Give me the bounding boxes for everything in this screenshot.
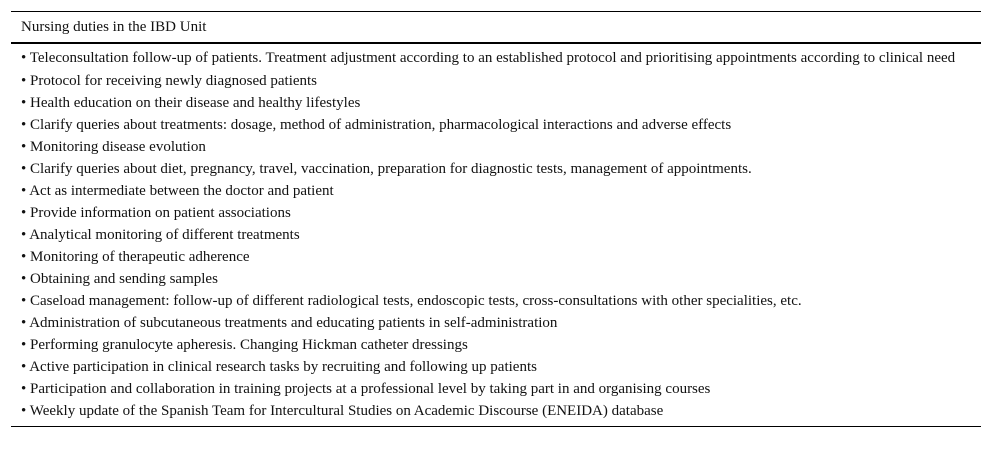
list-item [21,136,971,158]
bullet-icon: • [21,249,27,265]
list-item [21,70,971,92]
list-item [21,268,971,290]
table-bottom-rule [11,426,981,427]
bullet-icon: • [21,315,27,331]
list-item [21,202,971,224]
list-item [21,48,971,68]
list-item-text: Caseload management: follow-up of different radiological tests, endoscopic tests, cross-consultations with other specialities, etc. [30,293,802,309]
bullet-icon: • [21,381,27,397]
bullet-icon: • [21,117,27,133]
list-item-text: Teleconsultation follow-up of patients. Treatment adjustment according to an established protocol and prioritising appointments according to clinical need [29,50,956,66]
list-item [21,290,971,312]
list-item-text: Health education on their disease and healthy lifestyles [30,95,361,111]
bullet-icon: • [21,403,27,419]
bullet-icon: • [21,271,27,287]
bullet-icon: • [21,161,27,177]
list-item-text: Monitoring disease evolution [30,139,206,155]
list-item [21,334,971,356]
list-item-text: Clarify queries about diet, pregnancy, travel, vaccination, preparation for diagnostic tests, management of appointments. [30,161,752,177]
bullet-icon: • [21,227,27,243]
list-item [21,378,971,400]
list-item-text: Provide information on patient associations [30,205,291,221]
list-item-text: Administration of subcutaneous treatments and educating patients in self-administration [29,315,558,331]
list-item-text: Monitoring of therapeutic adherence [30,249,250,265]
bullet-icon: • [21,95,27,111]
list-item [21,180,971,202]
bullet-icon: • [21,293,27,309]
table-header-text: Nursing duties in the IBD Unit [21,19,207,35]
table-body [11,44,981,426]
bullet-icon: • [21,337,27,353]
bullet-icon: • [21,359,27,375]
list-item [21,158,971,180]
bullet-icon: • [21,73,27,89]
bullet-icon: • [21,139,27,155]
list-item-text: Participation and collaboration in training projects at a professional level by taking part in and organising courses [30,381,711,397]
bullet-icon: • [21,50,27,66]
list-item [21,114,971,136]
list-item [21,400,971,422]
list-item [21,92,971,114]
bullet-icon: • [21,205,27,221]
table-header [11,12,981,42]
bullet-icon: • [21,183,27,199]
list-item [21,246,971,268]
list-item-text: Clarify queries about treatments: dosage, method of administration, pharmacological interactions and adverse effects [30,117,732,133]
list-item [21,312,971,334]
list-item-text: Performing granulocyte apheresis. Changing Hickman catheter dressings [30,337,468,353]
list-item-text: Act as intermediate between the doctor and patient [29,183,334,199]
list-item-text: Analytical monitoring of different treatments [29,227,300,243]
list-item-text: Weekly update of the Spanish Team for Intercultural Studies on Academic Discourse (ENEIDA) database [29,403,664,419]
list-item-text: Obtaining and sending samples [30,271,218,287]
list-item [21,224,971,246]
nursing-duties-table [11,11,981,427]
list-item-text: Active participation in clinical research tasks by recruiting and following up patients [29,359,537,375]
list-item [21,356,971,378]
list-item-text: Protocol for receiving newly diagnosed patients [30,73,318,89]
